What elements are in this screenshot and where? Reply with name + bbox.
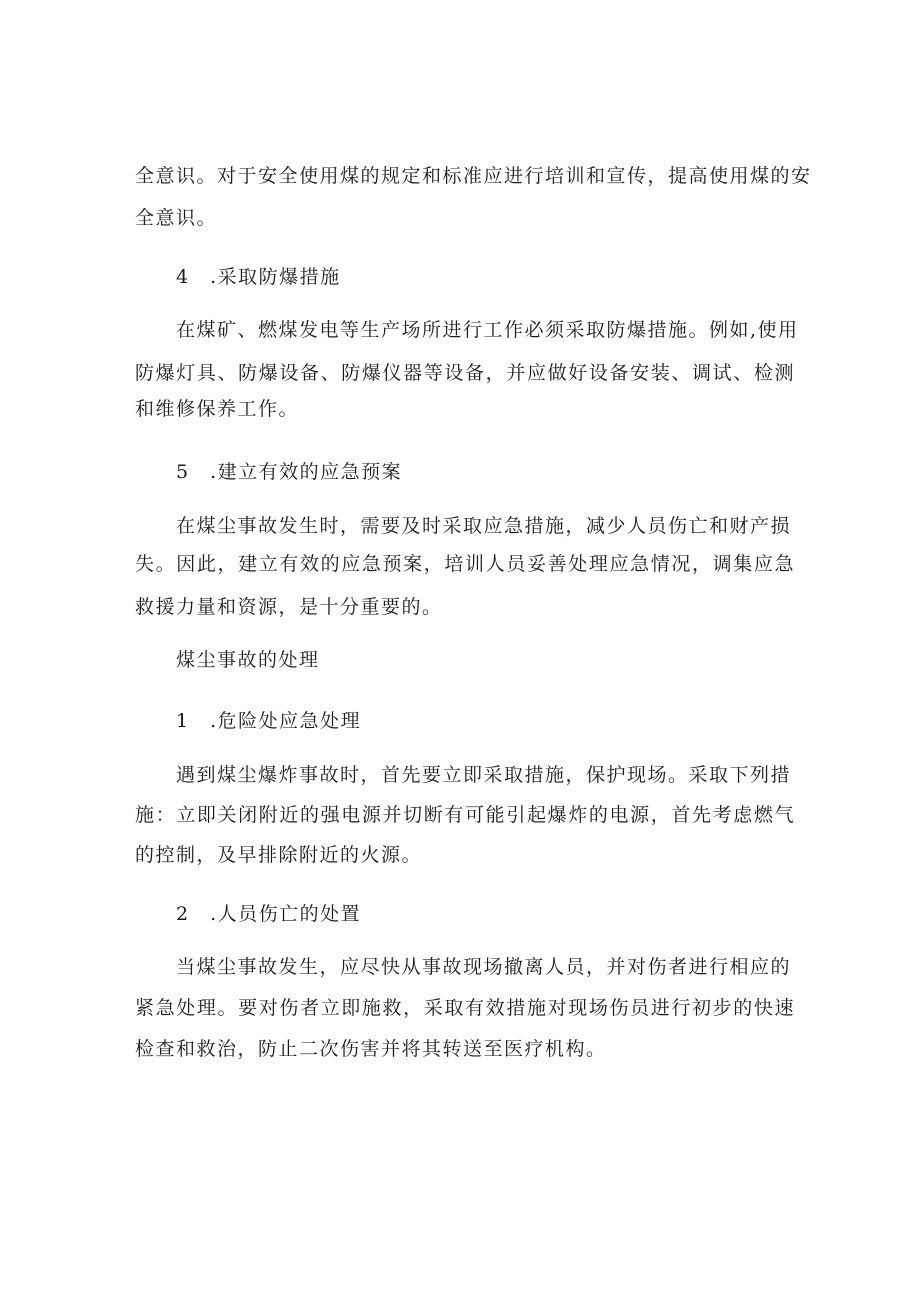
section-heading: 煤尘事故的处理 [176,649,320,671]
paragraph-line: 遇到煤尘爆炸事故时，首先要立即采取措施，保护现场。采取下列措 [176,764,792,786]
paragraph-line: 失。因此，建立有效的应急预案，培训人员妥善处理应急情况，调集应急 [135,553,795,575]
paragraph-line: 防爆灯具、防爆设备、防爆仪器等设备，并应做好设备安装、调试、检测 [135,362,795,384]
paragraph-line: 全意识。对于安全使用煤的规定和标准应进行培训和宣传，提高使用煤的安 [135,165,812,187]
paragraph-line: 的控制，及早排除附近的火源。 [135,844,423,866]
paragraph-line: 救援力量和资源，是十分重要的。 [135,596,443,618]
paragraph-line: 在煤矿、燃煤发电等生产场所进行工作必须采取防爆措施。例如,使用 [176,319,799,341]
section-heading: 4 .采取防爆措施 [176,266,341,288]
paragraph-line: 全意识。 [135,207,218,229]
paragraph-line: 紧急处理。要对伤者立即施救，采取有效措施对现场伤员进行初步的快速 [135,997,795,1019]
paragraph-line: 施：立即关闭附近的强电源并切断有可能引起爆炸的电源，首先考虑燃气 [135,804,795,826]
paragraph-line: 当煤尘事故发生，应尽快从事故现场撤离人员，并对伤者进行相应的 [176,956,792,978]
paragraph-line: 和维修保养工作。 [135,398,300,420]
section-heading: 1 .危险处应急处理 [176,710,362,732]
paragraph-line: 检查和救治，防止二次伤害并将其转送至医疗机构。 [135,1038,607,1060]
paragraph-line: 在煤尘事故发生时，需要及时采取应急措施，减少人员伤亡和财产损 [176,515,792,537]
section-heading: 2 .人员伤亡的处置 [176,903,362,925]
section-heading: 5 .建立有效的应急预案 [176,461,403,483]
